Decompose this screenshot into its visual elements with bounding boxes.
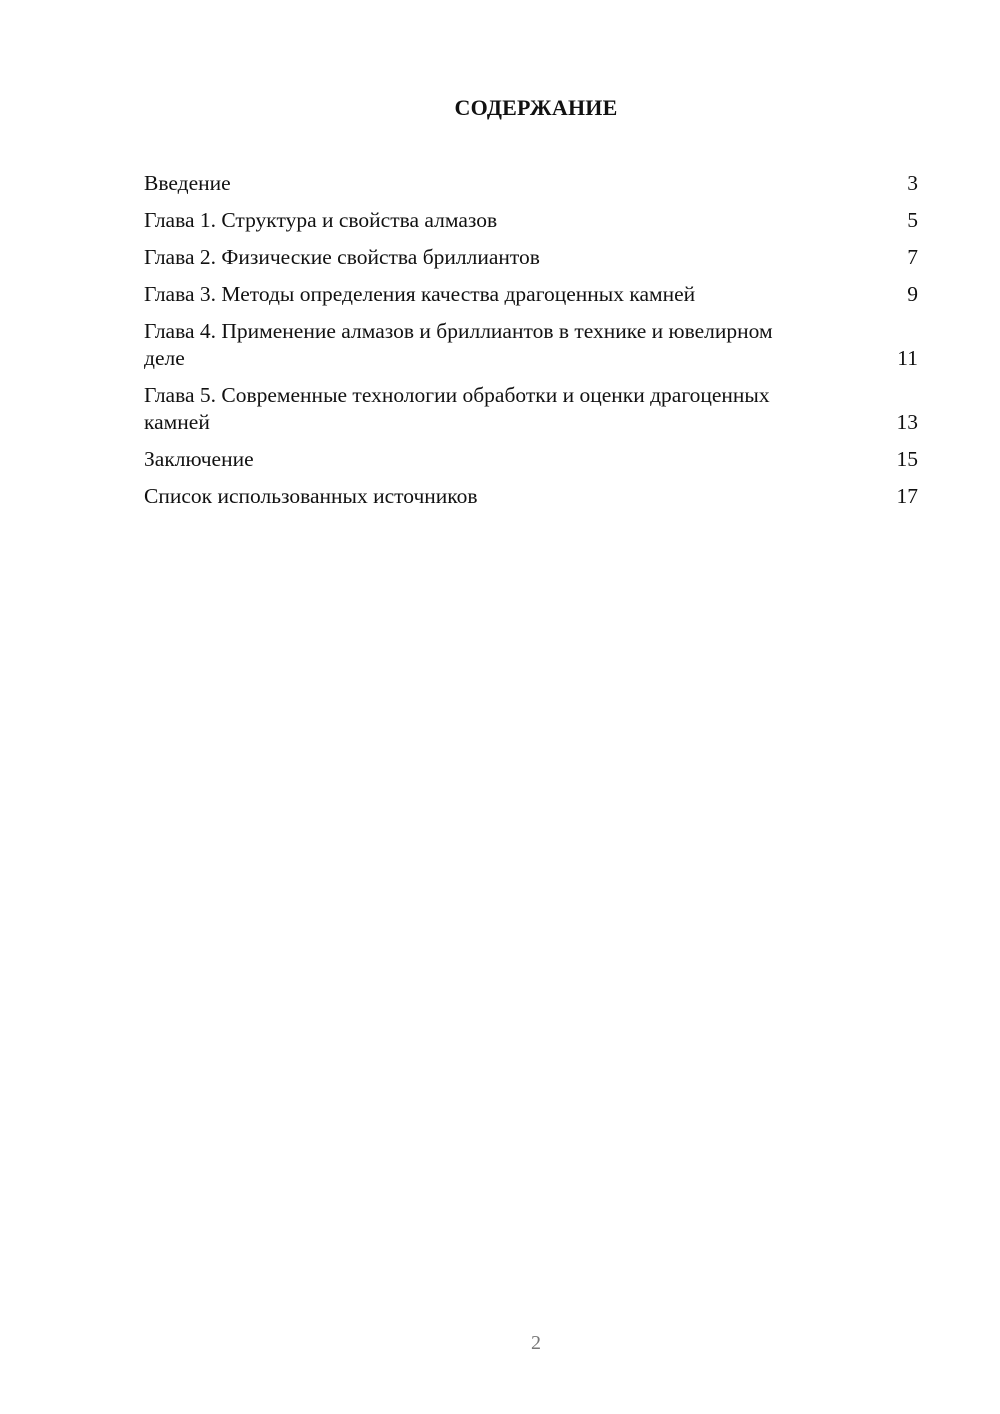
toc-entry-conclusion	[144, 446, 918, 473]
toc-entry-label: Глава 2. Физические свойства бриллиантов	[144, 245, 540, 269]
toc-entry-chapter-3	[144, 281, 918, 308]
toc-entry-page: 9	[907, 282, 918, 306]
table-of-contents	[144, 170, 918, 520]
toc-entry-chapter-2	[144, 244, 918, 271]
toc-entry-label: Заключение	[144, 447, 254, 471]
toc-entry-page: 5	[907, 208, 918, 232]
toc-entry-chapter-4	[144, 318, 918, 372]
toc-entry-chapter-5	[144, 382, 918, 436]
toc-entry-references	[144, 483, 918, 510]
page-title: СОДЕРЖАНИЕ	[454, 95, 618, 120]
toc-entry-label: Глава 1. Структура и свойства алмазов	[144, 208, 498, 232]
toc-entry-label: Глава 3. Методы определения качества драгоценных камней	[144, 282, 696, 306]
toc-entry-label: Список использованных источников	[144, 484, 478, 508]
toc-entry-label: Введение	[144, 171, 231, 195]
toc-entry-label: Глава 5. Современные технологии обработки и оценки драгоценных камней	[144, 383, 770, 434]
toc-entry-page: 3	[907, 171, 918, 195]
toc-entry-label: Глава 4. Применение алмазов и бриллиантов в технике и ювелирном деле	[144, 319, 773, 370]
toc-entry-page: 13	[896, 410, 918, 434]
toc-entry-page: 15	[896, 447, 918, 471]
toc-entry-page: 7	[907, 245, 918, 269]
page-number: 2	[531, 1332, 541, 1354]
toc-entry-introduction	[144, 170, 918, 197]
toc-entry-page: 17	[896, 484, 918, 508]
toc-entry-chapter-1	[144, 207, 918, 234]
toc-entry-page: 11	[897, 346, 918, 370]
